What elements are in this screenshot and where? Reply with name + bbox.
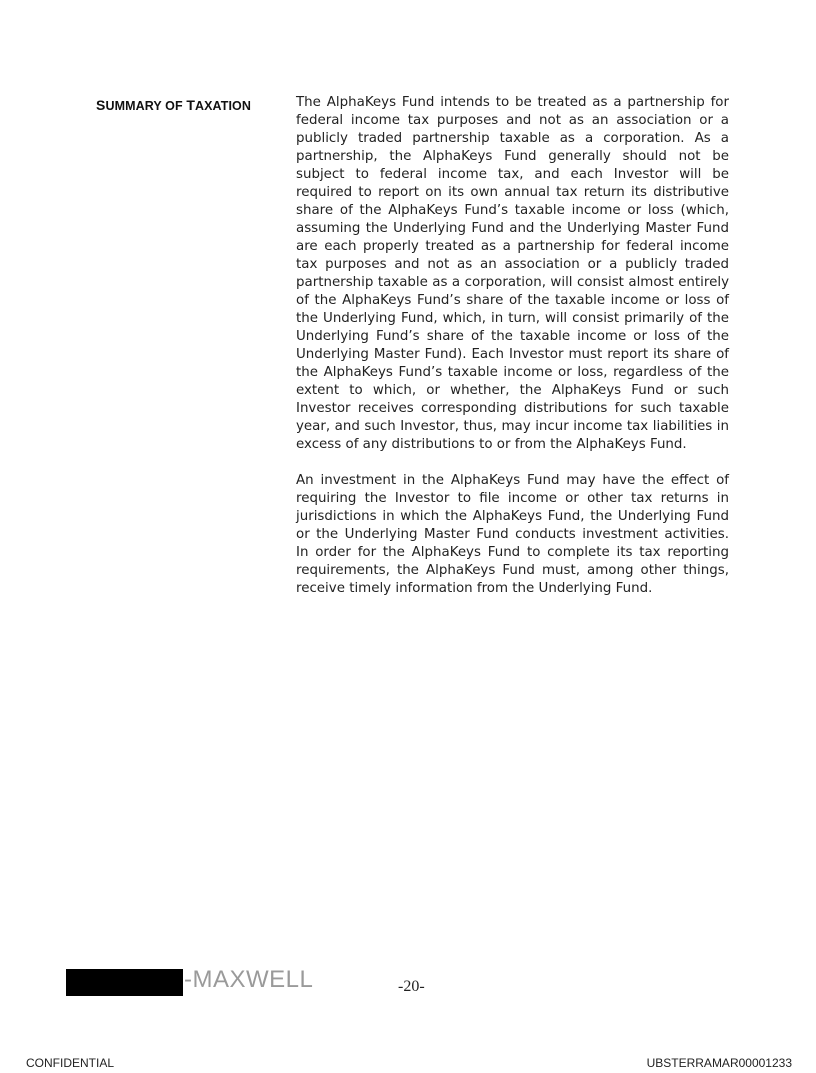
bates-number: UBSTERRAMAR00001233 — [646, 1056, 792, 1070]
heading-initial-t: T — [186, 97, 195, 113]
section-body — [296, 94, 729, 616]
page-number: -20- — [398, 978, 425, 995]
paragraph-2: An investment in the AlphaKeys Fund may have the effect of requiring the Investor to file income or other tax returns in jurisdictions in which the AlphaKeys Fund, the Underlying Fund or the Underlying Master Fund conducts investment activities. In order for the AlphaKeys Fund to complete its tax reporting requirements, the AlphaKeys Fund must, among other things, receive timely information from the Underlying Fund. — [296, 473, 729, 596]
heading-word-taxation: AXATION — [194, 99, 251, 113]
stamp-text: -MAXWELL — [184, 966, 314, 993]
paragraph-1: The AlphaKeys Fund intends to be treated as a partnership for federal income tax purposes and not as an association or a publicly traded partnership taxable as a corporation. As a partnership, the AlphaKeys Fund generally should not be subject to federal income tax, and each Investor will be required to report on its own annual tax return its distributive share of the AlphaKeys Fund’s taxable income or loss (which, assuming the Underlying Fund and the Underlying Master Fund are each properly treated as a partnership for federal income tax purposes and not as an association or a publicly traded partnership taxable as a corporation, will consist almost entirely of the AlphaKeys Fund’s share of the taxable income or loss of the Underlying Fund, which, in turn, will consist primarily of the Underlying Fund’s share of the taxable income or loss of the Underlying Master Fund). Each Investor must report its share of the AlphaKeys Fund’s taxable income or loss, regardless of the extent to which, or whether, the AlphaKeys Fund or such Investor receives corresponding distributions for such taxable year, and such Investor, thus, may incur income tax liabilities in excess of any distributions to or from the AlphaKeys Fund. — [296, 95, 729, 452]
heading-initial-s: S — [96, 97, 106, 113]
section-heading — [96, 97, 251, 113]
heading-word-summary-of: UMMARY OF — [105, 99, 187, 113]
redaction-box — [66, 969, 183, 996]
confidential-label: CONFIDENTIAL — [26, 1056, 115, 1070]
